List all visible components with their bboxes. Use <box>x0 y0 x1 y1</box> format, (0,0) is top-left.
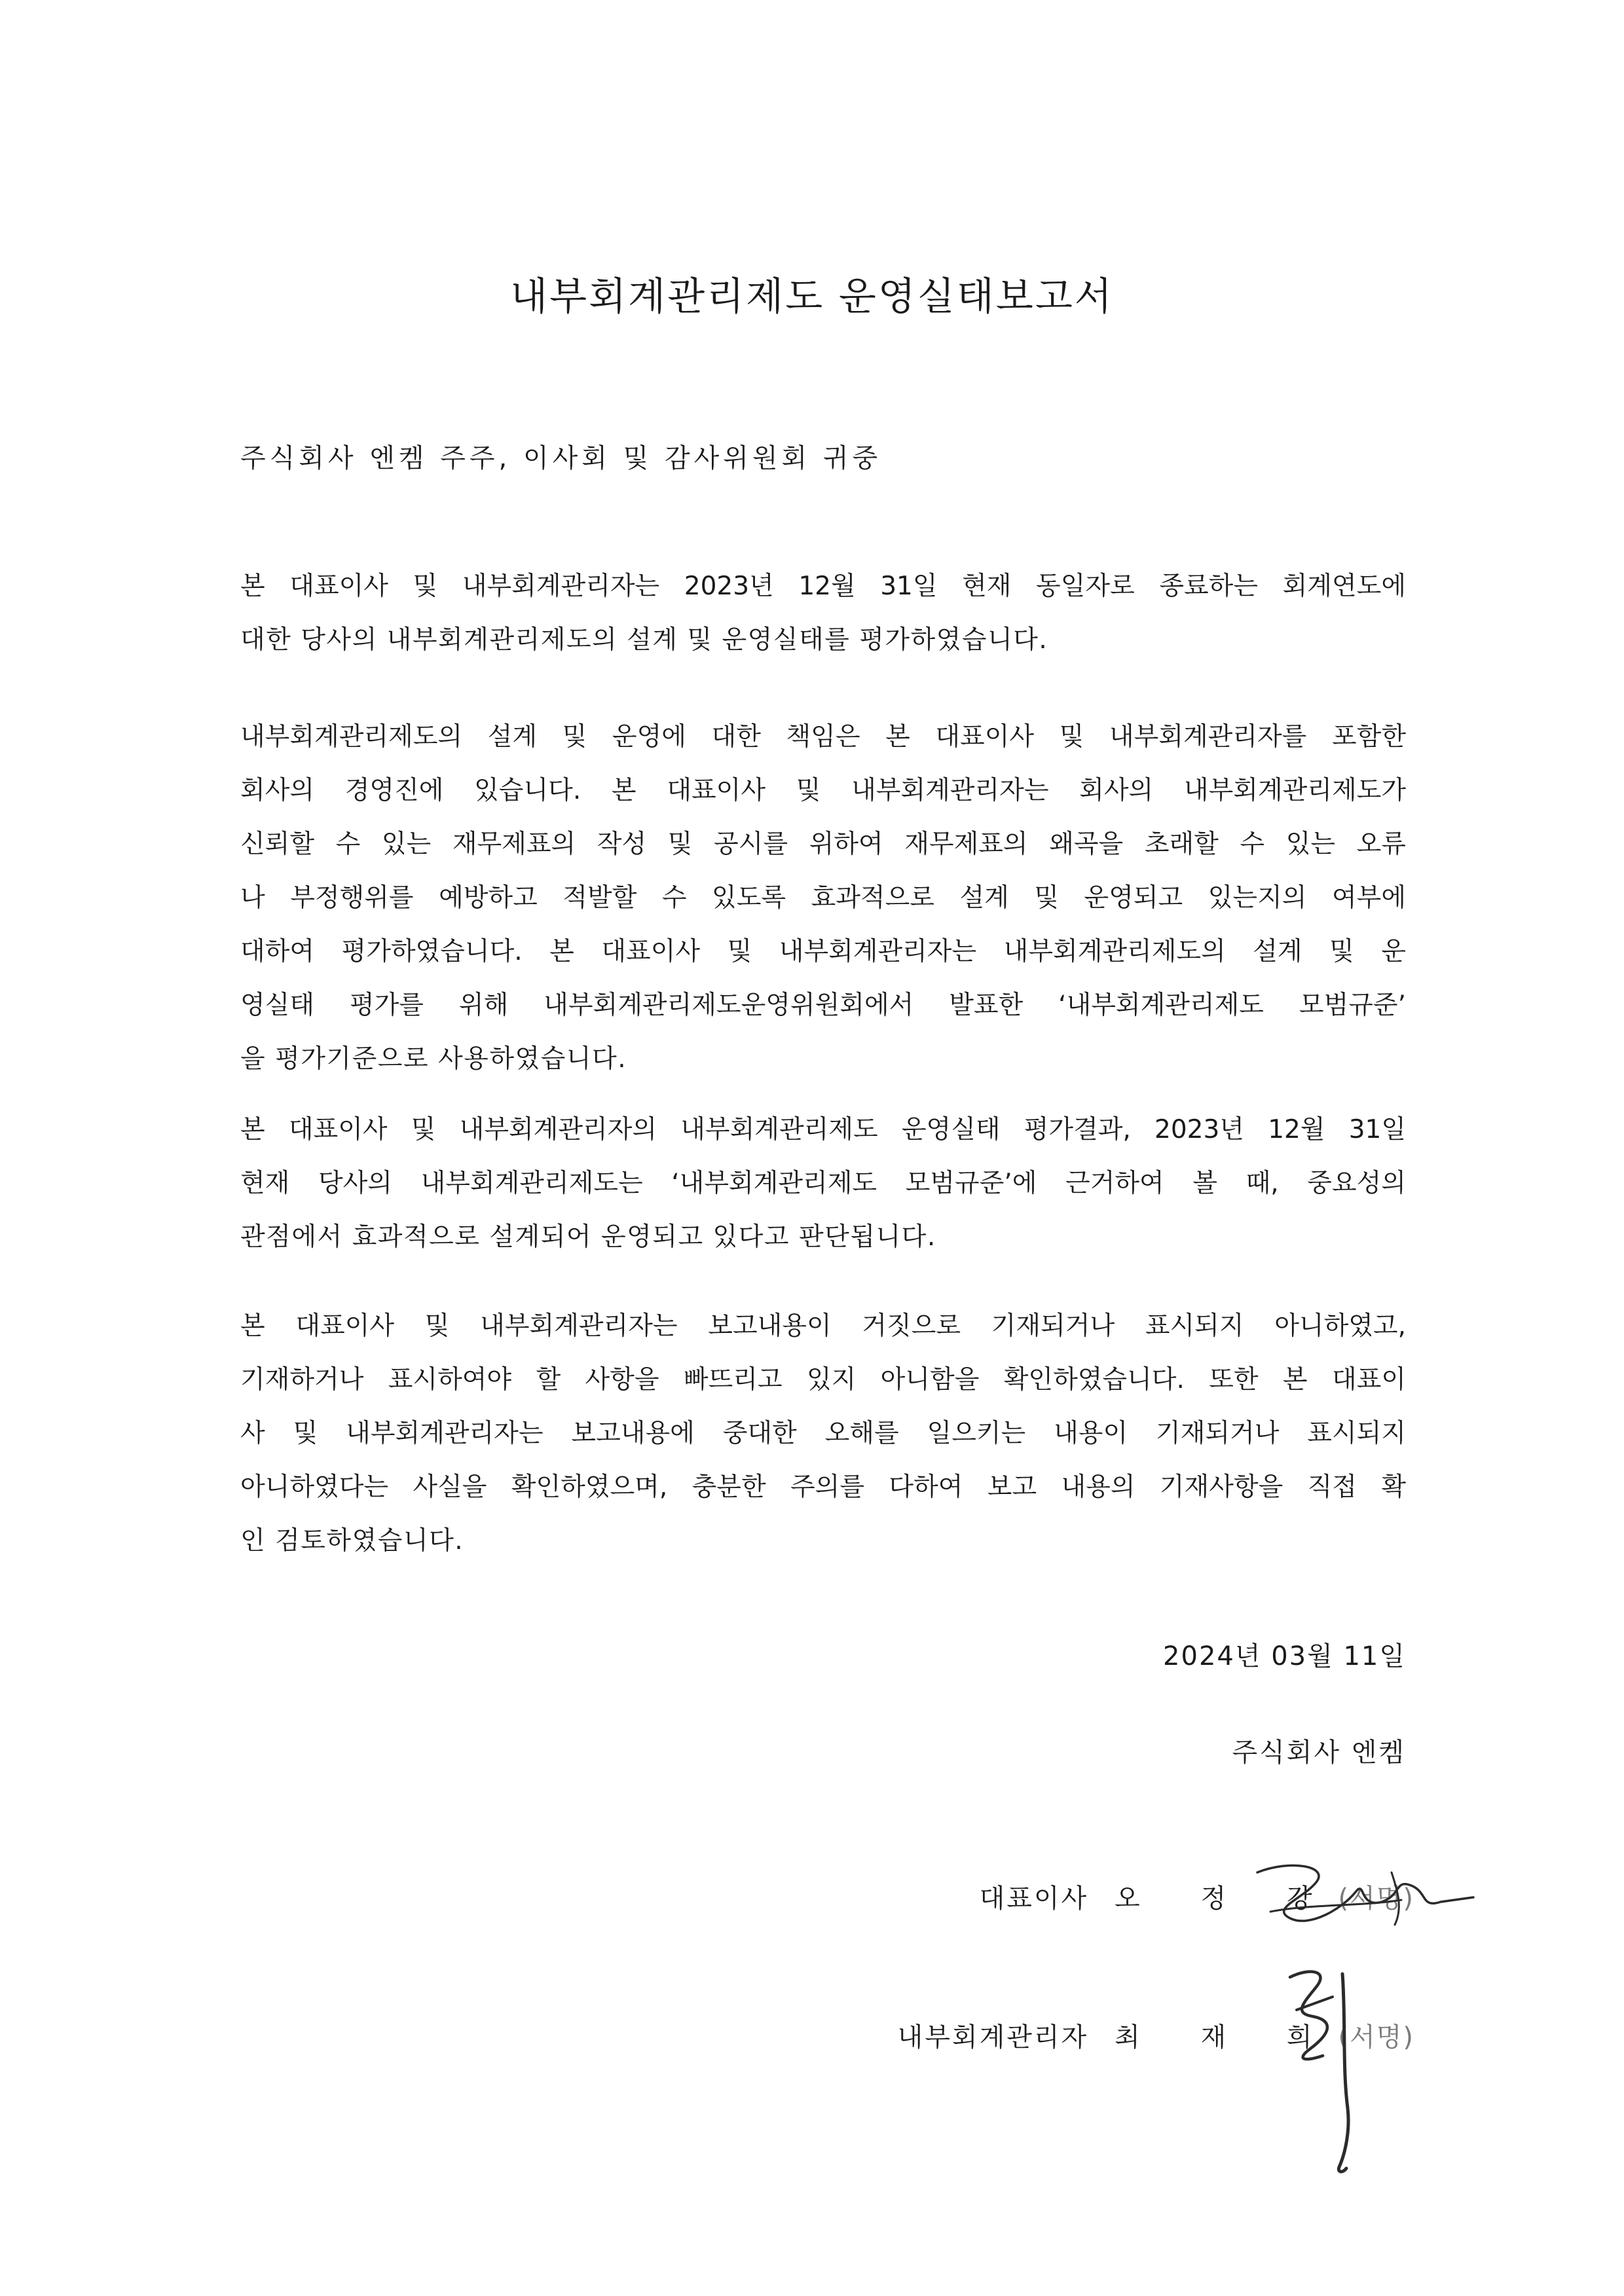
signature-mark-label: (서명) <box>1338 2022 1414 2052</box>
paragraph-line: 본 대표이사 및 내부회계관리자는 보고내용이 거짓으로 기재되거나 표시되지 아니하였고, <box>240 1311 1406 1341</box>
company-name: 주식회사 엔켐 <box>1232 1738 1406 1768</box>
paragraph-line: 영실태 평가를 위해 내부회계관리제도운영위원회에서 발표한 ‘내부회계관리제도 모범규준’ <box>240 991 1406 1020</box>
report-title: 내부회계관리제도 운영실태보고서 <box>510 274 1114 319</box>
paragraph-conclusion <box>240 1103 1406 1264</box>
paragraph-line: 본 대표이사 및 내부회계관리자는 2023년 12월 31일 현재 동일자로 종료하는 회계연도에 <box>240 572 1406 601</box>
report-date: 2024년 03월 11일 <box>1163 1641 1406 1671</box>
signatory-name: 최 재 희 <box>1115 2022 1338 2052</box>
paragraph-line: 나 부정행위를 예방하고 적발할 수 있도록 효과적으로 설계 및 운영되고 있는지의 여부에 <box>240 883 1406 913</box>
paragraph-line: 을 평가기준으로 사용하였습니다. <box>240 1044 627 1074</box>
paragraph-line: 대한 당사의 내부회계관리제도의 설계 및 운영실태를 평가하였습니다. <box>240 625 1048 655</box>
paragraph-line: 기재하거나 표시하여야 할 사항을 빠뜨리고 있지 아니함을 확인하였습니다. 또한 본 대표이 <box>240 1365 1406 1394</box>
paragraph-line: 대하여 평가하였습니다. 본 대표이사 및 내부회계관리자는 내부회계관리제도의 설계 및 운 <box>240 937 1406 966</box>
signature-mark-label: (서명) <box>1338 1884 1414 1914</box>
paragraph-line: 신뢰할 수 있는 재무제표의 작성 및 공시를 위하여 재무제표의 왜곡을 초래할 수 있는 오류 <box>240 829 1406 859</box>
signatory-name: 오 정 강 <box>1115 1884 1338 1914</box>
paragraph-line: 내부회계관리제도의 설계 및 운영에 대한 책임은 본 대표이사 및 내부회계관리자를 포함한 <box>240 722 1406 752</box>
paragraph-attestation <box>240 1300 1406 1568</box>
paragraph-line: 아니하였다는 사실을 확인하였으며, 충분한 주의를 다하여 보고 내용의 기재사항을 직접 확 <box>240 1472 1406 1502</box>
paragraph-line: 관점에서 효과적으로 설계되어 운영되고 있다고 판단됩니다. <box>240 1222 936 1252</box>
paragraph-line: 인 검토하였습니다. <box>240 1526 464 1556</box>
ceo-handwritten-signature <box>1231 1846 1480 1944</box>
icfr-manager-handwritten-signature <box>1277 1958 1375 2180</box>
paragraph-responsibility <box>240 710 1406 1086</box>
paragraph-line: 사 및 내부회계관리자는 보고내용에 중대한 오해를 일으키는 내용이 기재되거나 표시되지 <box>240 1419 1406 1448</box>
paragraph-line: 본 대표이사 및 내부회계관리자의 내부회계관리제도 운영실태 평가결과, 2023년 12월 31일 <box>240 1115 1406 1144</box>
signatory-role: 내부회계관리자 <box>897 2022 1089 2052</box>
paragraph-scope <box>240 560 1406 667</box>
addressee: 주식회사 엔켐 주주, 이사회 및 감사위원회 귀중 <box>240 443 882 473</box>
paragraph-line: 회사의 경영진에 있습니다. 본 대표이사 및 내부회계관리자는 회사의 내부회계관리제도가 <box>240 776 1406 805</box>
signatory-role: 대표이사 <box>979 1884 1089 1914</box>
paragraph-line: 현재 당사의 내부회계관리제도는 ‘내부회계관리제도 모범규준’에 근거하여 볼 때, 중요성의 <box>240 1169 1406 1198</box>
